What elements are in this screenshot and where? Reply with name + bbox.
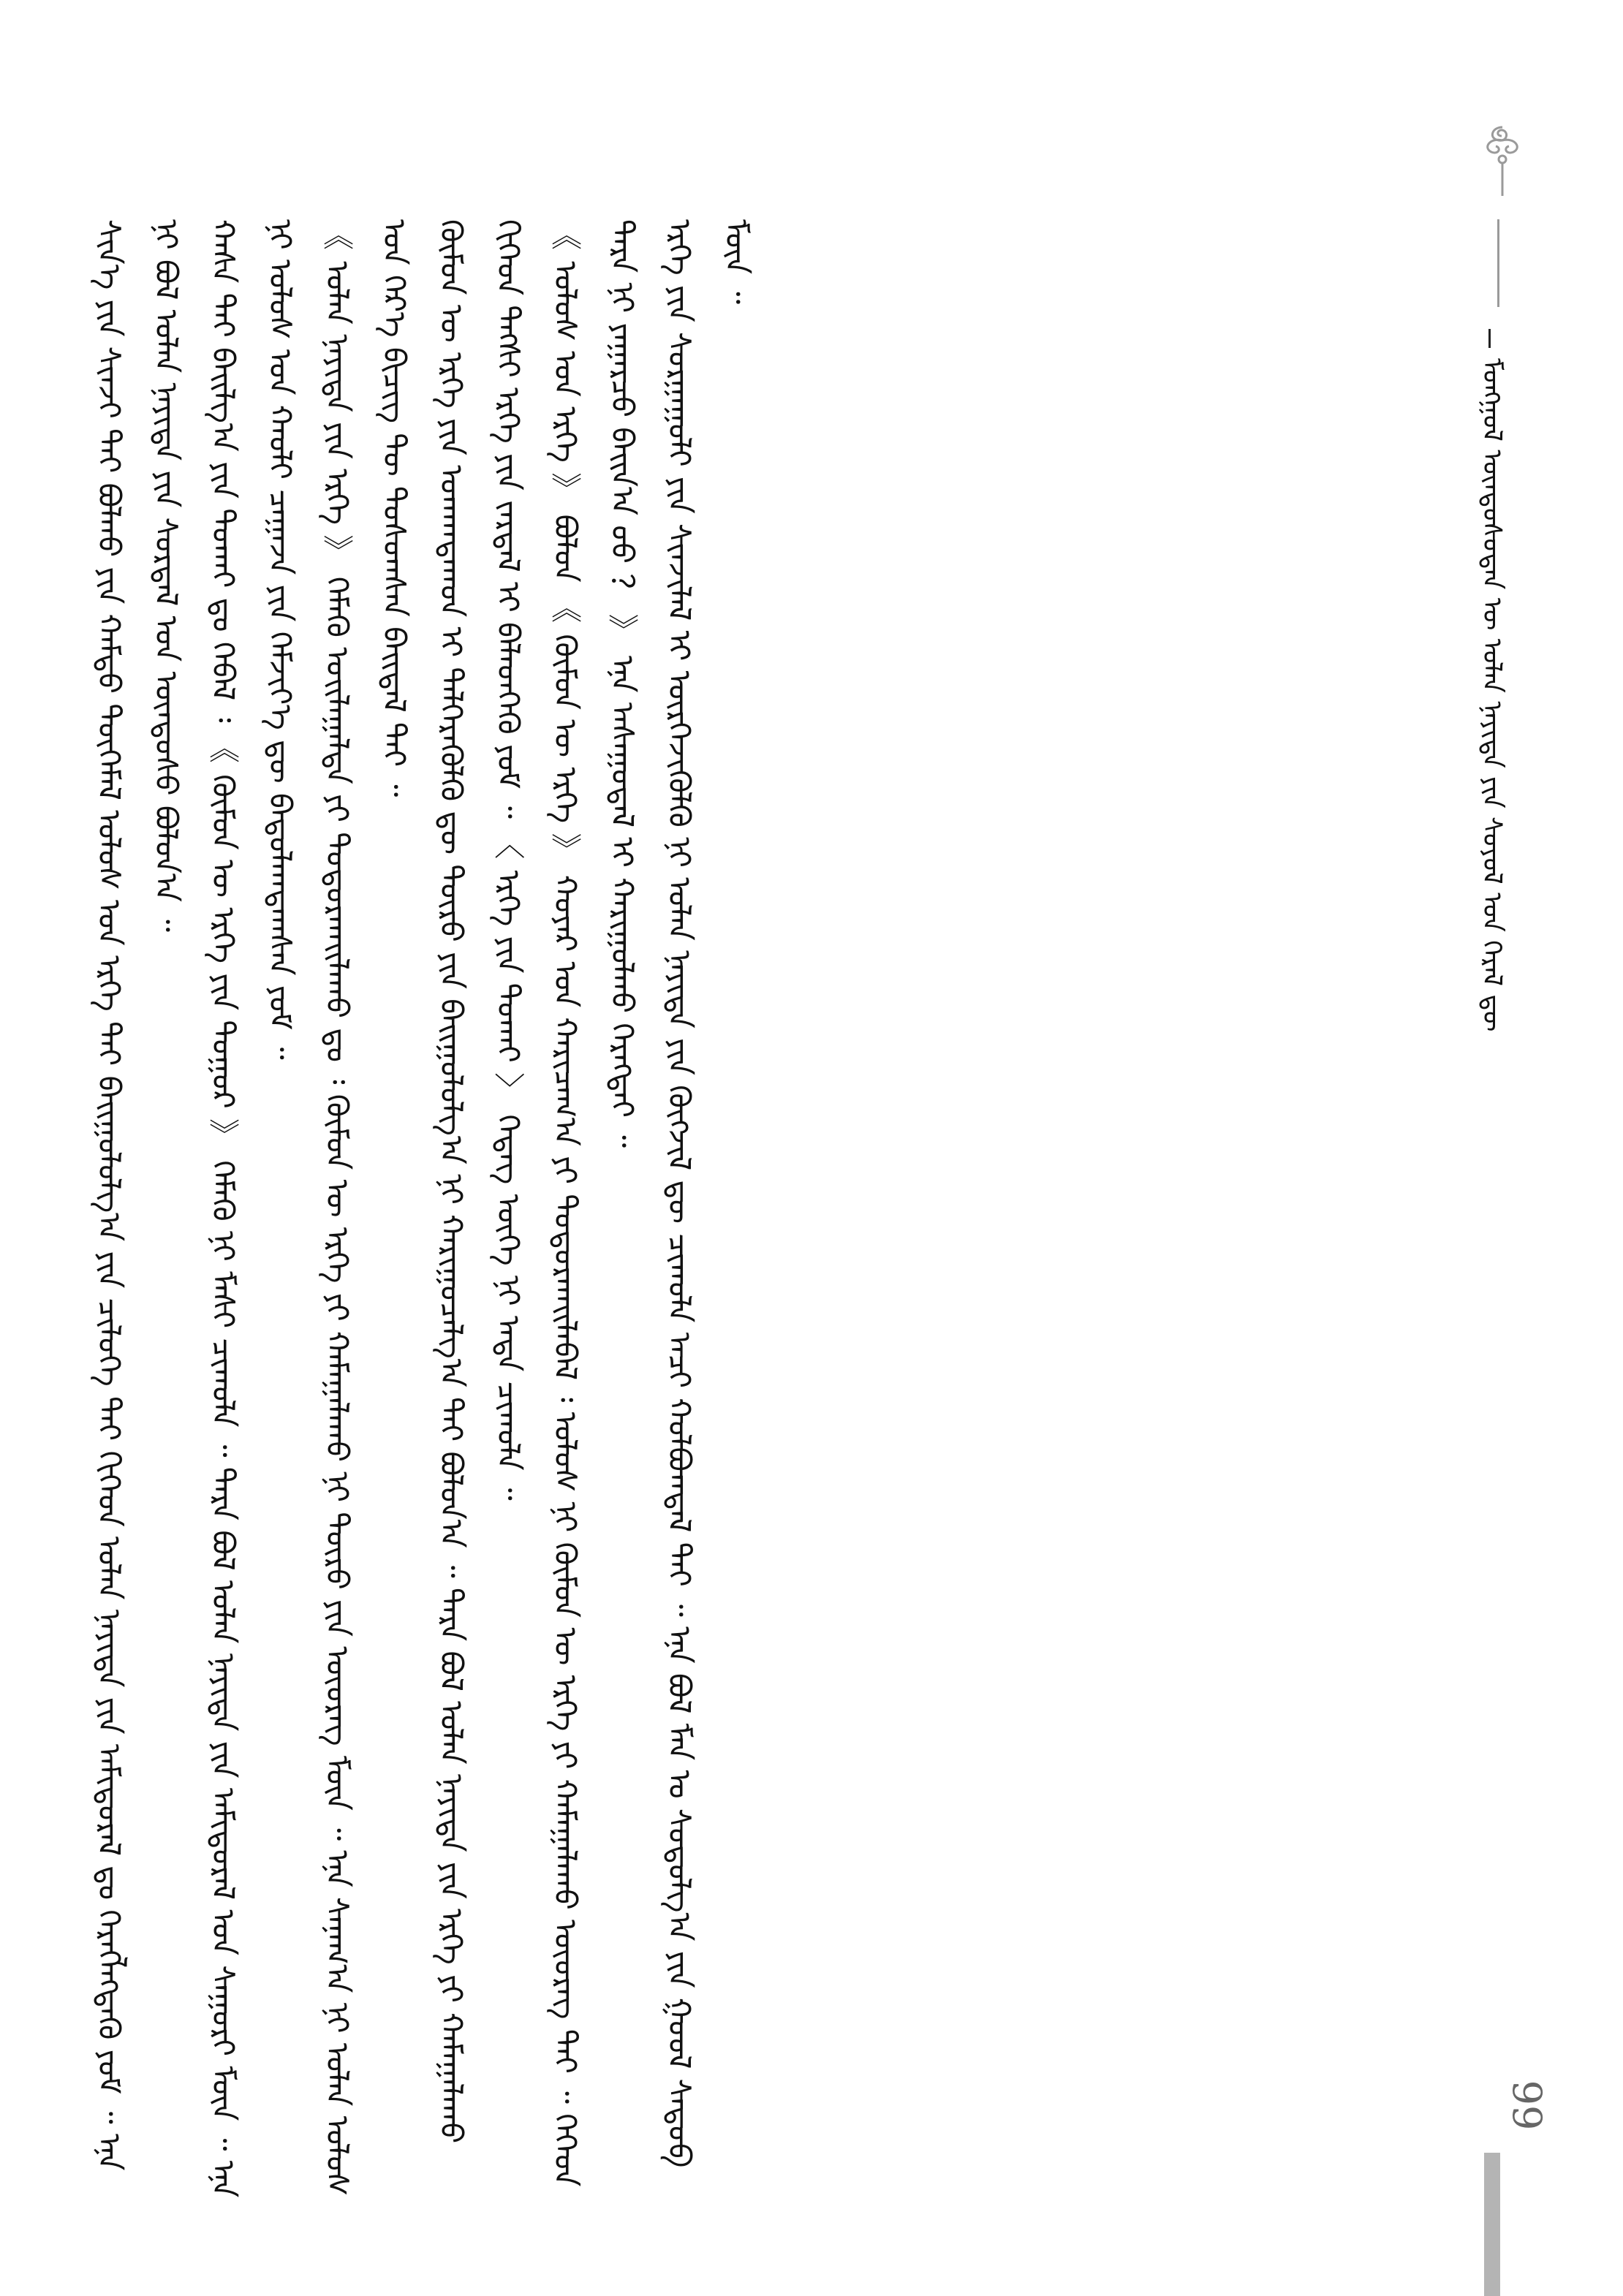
ornament-svg: [1469, 123, 1535, 196]
ornament-flourish-icon: [1469, 123, 1535, 196]
body-text: [80, 219, 1426, 2208]
page-number: 99: [1504, 2080, 1550, 2131]
running-header: [1455, 219, 1535, 1272]
paragraph: ᠬᠠᠰᠠ ᠲᠠᠢ ᠪᠠᠢᠯᠭ᠎ᠠ ᠶᠢᠨ ᠲᠤᠬᠠᠢ ᠳᠤ ᠭᠡᠪᠡᠯ ᠄ 《 ᠬᠦᠮᠦᠨ ᠦ ᠡᠷᠬᠡ ᠶᠢᠨ ᠲᠤᠭᠤᠷ 》 ᠬᠡᠮᠡᠬᠦ ᠨᠢ ᠮᠠᠰᠢ ᠴᠢᠬᠤᠯᠠ ᠃ ᠲᠡᠷᠡ ᠪᠣᠯ ᠣᠯᠠᠨ ᠨᠡᠶᠢᠲᠡ ᠶᠢᠨ ᠠᠮᠢᠳᠤᠷᠠᠯ ᠤᠨ ᠰᠠᠭᠤᠷᠢ ᠮᠥᠨ ᠃ ᠡᠨᠡ ᠨᠢ ᠤᠯᠤᠰ ᠤᠨ ᠬᠠᠤᠯᠢ ᠴᠠᠭᠠᠵᠠ ᠶᠢᠨ ᠬᠡᠮᠵᠢᠶ᠎ᠡ ᠳᠦ ᠪᠠᠳᠤᠯᠠᠭᠳᠠᠭᠰᠠᠨ ᠶᠤᠮ ᠃: [205, 219, 298, 2198]
page-edge-bar: [1484, 2153, 1500, 2296]
paragraph: ᠰᠢᠨ᠎ᠡ ᠶᠢᠨ ᠰᠢᠨᠵᠢ ᠲᠡᠢ ᠪᠣᠯᠬᠤ ᠶᠢᠨ ᠬᠠᠮᠲᠤ ᠲᠦᠭᠡᠮᠡᠯ ᠤᠯᠤᠰ ᠤᠨ ᠡᠷᠬᠡ ᠲᠡᠢ ᠪᠠᠢᠭᠤᠯᠤᠯᠭ᠎ᠠ ᠶᠢᠨ ᠴᠢᠯᠦᠭᠡ ᠲᠡᠢ ᠬᠢᠭᠡᠳ ᠣᠯᠠᠨ ᠨᠡᠶᠢᠲᠡ ᠶᠢᠨ ᠠᠮᠢᠳᠤᠷᠠᠯ ᠳᠤ ᠬᠡᠷᠡᠭᠯᠡᠭᠳᠡᠬᠦ ᠶᠤᠮ ᠃ ᠡᠨᠡ ᠨᠢ ᠪᠣᠯ ᠣᠯᠠᠨ ᠨᠡᠶᠢᠲᠡ ᠶᠢᠨ ᠰᠤᠷᠲᠠᠯ ᠤᠨ ᠦᠨᠳᠦᠰᠦ ᠪᠣᠯᠤᠨ᠎ᠠ ᠃: [91, 219, 184, 2171]
paragraph: ᠡᠷᠬᠡ ᠶᠢᠨ ᠰᠤᠷᠭᠠᠭᠤᠯᠢ ᠶᠢᠨ ᠰᠢᠨᠵᠢᠯᠡᠯ ᠢ ᠥᠷᠭᠡᠵᠢᠭᠦᠯᠬᠦ ᠨᠢ ᠣᠯᠠᠨ ᠨᠡᠶᠢᠲᠡ ᠶᠢᠨ ᠬᠦᠭᠵᠢᠯ ᠳᠦ ᠴᠢᠬᠤᠯᠠ ᠠᠴᠢ ᠬᠣᠯᠪᠣᠭᠳᠠᠯ ᠲᠠᠢ ᠃ ᠡᠨᠡ ᠪᠣᠯ ᠮᠠᠨ ᠤ ᠰᠤᠳᠤᠯᠭ᠎ᠠ ᠶᠢᠨ ᠭᠣᠣᠯ ᠰᠡᠳᠦᠪ ᠮᠥᠨ ᠃: [662, 219, 754, 2168]
running-header-title: ᠮᠣᠩᠭᠣᠯ ᠦᠨᠳᠦᠰᠦᠲᠡᠨ ᠦ ᠣᠯᠠᠨ ᠨᠡᠶᠢᠲᠡ ᠶᠢᠨ ᠰᠣᠶᠣᠯ ᠤᠨ ᠭᠡᠷᠡᠯ ᠳᠦ: [1477, 358, 1507, 1032]
header-rule: [1497, 219, 1499, 307]
paragraph: 《 ᠣᠯᠠᠨ ᠨᠡᠶᠢᠲᠡ ᠶᠢᠨ ᠡᠷᠬᠡ 》 ᠬᠡᠮᠡᠬᠦ ᠣᠢᠯᠠᠭᠠᠯᠲᠠ ᠶᠢ ᠲᠤᠳᠤᠷᠬᠠᠢᠯᠠᠬᠤ ᠳᠤ ᠄ ᠬᠦᠮᠦᠨ ᠦ ᠡᠷᠬᠡ ᠶᠢ ᠬᠠᠮᠠᠭᠠᠯᠠᠬᠤ ᠨᠢ ᠲᠦᠷᠦ ᠶᠢᠨ ᠦᠦᠷᠡᠭ ᠮᠥᠨ ᠃ ᠡᠨᠡ ᠰᠠᠨᠠᠭ᠎ᠠ ᠨᠢ ᠣᠯᠠᠨ ᠤᠯᠤᠰ ᠤᠨ ᠭᠡᠷ᠎ᠡ ᠪᠢᠴᠢᠭ ᠲᠦ ᠲᠤᠰᠤᠭᠰᠠᠨ ᠪᠠᠢᠳᠠᠯ ᠲᠠᠢ ᠃: [319, 219, 412, 2197]
paragraph: ᠬᠦᠮᠦᠨ ᠦ ᠡᠷᠬᠡ ᠶᠢᠨ ᠤᠬᠠᠭᠳᠠᠬᠤᠨ ᠢ ᠲᠡᠯᠭᠡᠷᠡᠭᠦᠯᠬᠦ ᠳᠦ ᠲᠥᠷᠦ ᠶᠢᠨ ᠪᠠᠢᠭᠤᠯᠤᠯᠭ᠎ᠠ ᠨᠢ ᠬᠠᠷᠢᠭᠤᠴᠠᠯᠭ᠎ᠠ ᠲᠠᠢ ᠪᠣᠯᠤᠨ᠎ᠠ ᠃ ᠲᠡᠷᠡ ᠪᠣᠯ ᠣᠯᠠᠨ ᠨᠡᠶᠢᠲᠡ ᠶᠢᠨ ᠡᠷᠬᠡ ᠶᠢ ᠬᠠᠮᠠᠭᠠᠯᠠᠬᠤ ᠬᠢᠭᠡᠳ ᠲᠡᠭᠰᠢ ᠡᠷᠬᠡ ᠶᠢᠨ ᠵᠠᠷᠳᠠᠯ ᠢ ᠪᠡᠯᠡᠳᠬᠡᠬᠦ ᠶᠤᠮ ᠃ 〈 ᠡᠷᠬᠡ ᠶᠢᠨ ᠲᠤᠬᠠᠢ 〉 ᠭᠡᠳᠡᠭ ᠦᠭᠡ ᠨᠢ ᠡᠨᠳᠡ ᠴᠢᠬᠤᠯᠠ ᠃: [434, 219, 526, 2144]
paragraph: 《 ᠤᠯᠤᠰ ᠤᠨ ᠡᠷᠬᠡ 》 ᠪᠣᠯᠤᠨ 《 ᠬᠦᠮᠦᠨ ᠦ ᠡᠷᠬᠡ 》 ᠬᠣᠶᠠᠷ ᠤᠨ ᠬᠠᠷᠢᠴᠠᠭ᠎ᠠ ᠶᠢ ᠲᠤᠳᠤᠷᠬᠠᠢᠯᠠᠪᠠᠯ ᠄ ᠤᠯᠤᠰ ᠨᠢ ᠬᠦᠮᠦᠨ ᠦ ᠡᠷᠬᠡ ᠶᠢ ᠬᠠᠮᠠᠭᠠᠯᠠᠬᠤ ᠦᠦᠷᠡᠭ ᠲᠡᠢ ᠃ ᠭᠡᠬᠡᠳ ᠲᠡᠷᠡ ᠨᠢ ᠶᠠᠭᠠᠷᠴᠤ ᠪᠠᠢᠨ᠎ᠠ ᠤᠤ ？ 》 ᠡᠨᠡ ᠠᠰᠠᠭᠤᠳᠠᠯ ᠢ ᠬᠠᠷᠢᠭᠤᠯᠬᠤ ᠬᠡᠷᠡᠭᠲᠡᠢ ᠃: [548, 219, 640, 2187]
header-dash: [1488, 329, 1491, 348]
